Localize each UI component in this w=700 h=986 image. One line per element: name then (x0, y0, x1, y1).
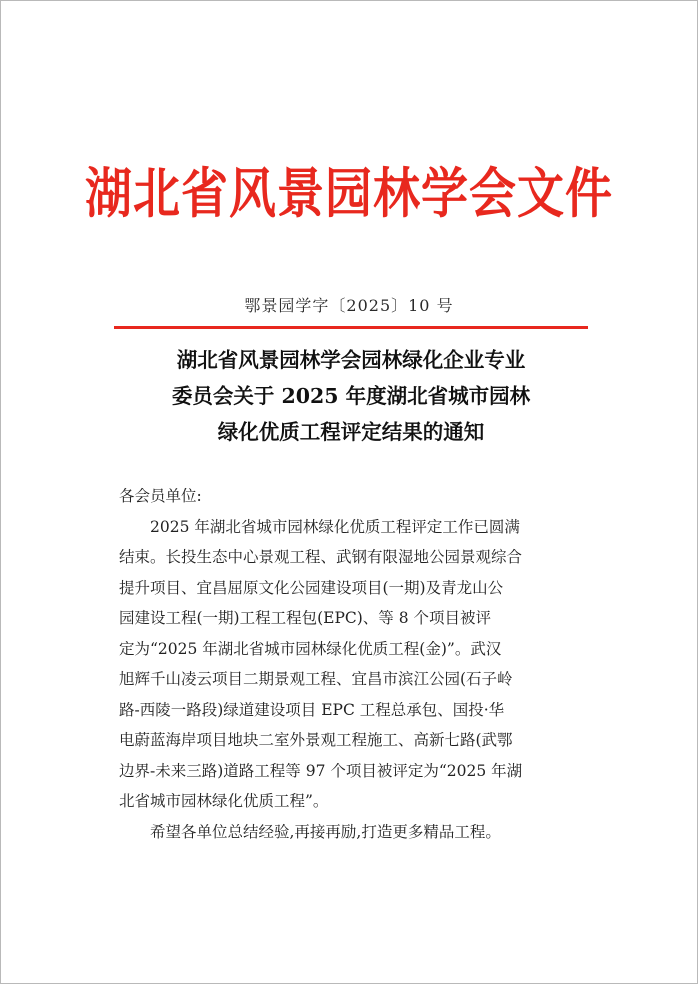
notice-body (119, 481, 559, 847)
salutation: 各会员单位: (119, 487, 202, 505)
body-line: 提升项目、宜昌屈原文化公园建设项目(一期)及青龙山公 (119, 578, 504, 597)
closing-line: 希望各单位总结经验,再接再励,打造更多精品工程。 (119, 822, 501, 841)
notice-title (101, 342, 601, 450)
notice-title-line: 湖北省风景园林学会园林绿化企业专业 (176, 348, 526, 372)
org-header-title: 湖北省风景园林学会文件 (85, 162, 613, 226)
notice-title-line: 委员会关于 2025 年度湖北省城市园林 (171, 384, 531, 408)
body-line: 边界-未来三路)道路工程等 97 个项目被评定为“2025 年湖 (119, 761, 523, 780)
red-divider-line (114, 326, 588, 329)
body-line: 定为“2025 年湖北省城市园林绿化优质工程(金)”。武汉 (119, 639, 502, 658)
body-line: 旭辉千山凌云项目二期景观工程、宜昌市滨江公园(石子岭 (119, 670, 513, 688)
body-line: 园建设工程(一期)工程工程包(EPC)、等 8 个项目被评 (119, 609, 492, 627)
notice-title-line: 绿化优质工程评定结果的通知 (217, 420, 485, 444)
body-line: 结束。长投生态中心景观工程、武钢有限湿地公园景观综合 (119, 548, 523, 566)
body-line: 北省城市园林绿化优质工程”。 (119, 792, 329, 810)
body-line: 路-西陵一路段)绿道建设项目 EPC 工程总承包、国投·华 (119, 700, 505, 719)
document-number: 鄂景园学字〔2025〕10 号 (244, 296, 454, 315)
body-line: 2025 年湖北省城市园林绿化优质工程评定工作已圆满 (119, 517, 520, 536)
body-line: 电蔚蓝海岸项目地块二室外景观工程施工、高新七路(武鄂 (119, 731, 513, 749)
